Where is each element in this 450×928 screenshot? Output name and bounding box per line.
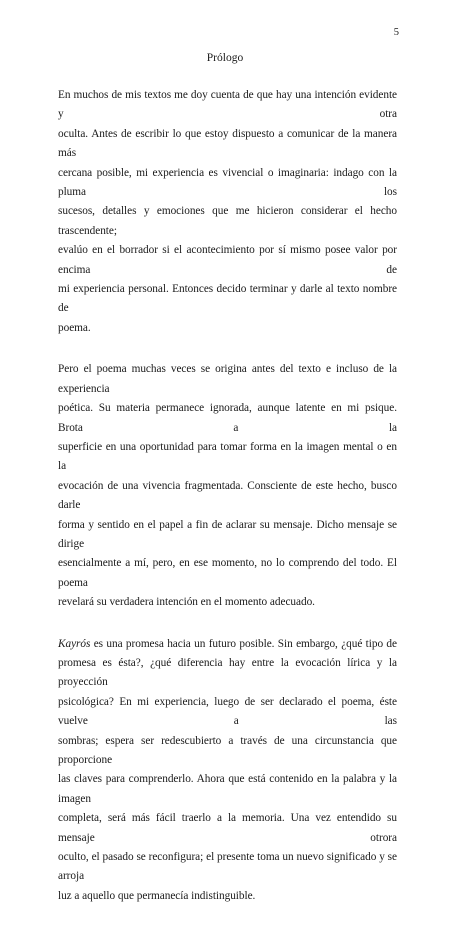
paragraph-1 [58, 86, 397, 338]
paragraph-line: cercana posible, mi experiencia es vivencial o imaginaria: indago con la pluma los [58, 166, 397, 199]
paragraph-line: oculto, el pasado se reconfigura; el presente toma un nuevo significado y se arroja [58, 851, 397, 883]
paragraph-line: esencialmente a mí, pero, en ese momento, no lo comprendo del todo. El poema [58, 557, 397, 589]
paragraph-line: revelará su verdadera intención en el momento adecuado. [58, 596, 315, 609]
paragraph-line: evalúo en el borrador si el acontecimiento por sí mismo posee valor por encima de [58, 244, 397, 276]
paragraph-line: psicológica? En mi experiencia, luego de ser declarado el poema, éste vuelve a las [58, 695, 397, 728]
paragraph-line: superficie en una oportunidad para tomar forma en la imagen mental o en la [58, 440, 397, 473]
paragraph-line: forma y sentido en el papel a fin de aclarar su mensaje. Dicho mensaje se dirige [58, 518, 397, 550]
body-text [58, 86, 397, 928]
paragraph-line: poética. Su materia permanece ignorada, aunque latente en mi psique. Brota a la [58, 402, 397, 434]
paragraph-line: las claves para comprenderlo. Ahora que está contenido en la palabra y la imagen [58, 773, 397, 805]
paragraph-line: mi experiencia personal. Entonces decido terminar y darle al texto nombre de [58, 283, 397, 315]
paragraph-line: evocación de una vivencia fragmentada. Consciente de este hecho, busco darle [58, 479, 397, 512]
paragraph-line: En muchos de mis textos me doy cuenta de que hay una intención evidente y otra [58, 89, 397, 121]
paragraph-line: poema. [58, 321, 91, 334]
paragraph-2 [58, 360, 397, 612]
paragraph-line-first [58, 635, 397, 654]
italic-title-word: Kayrós [58, 637, 91, 650]
paragraph-line: oculta. Antes de escribir lo que estoy dispuesto a comunicar de la manera más [58, 127, 397, 160]
paragraph-line: promesa es ésta?, ¿qué diferencia hay entre la evocación lírica y la proyección [58, 656, 397, 689]
page-title: Prólogo [206, 52, 244, 64]
page-number: 5 [393, 27, 399, 38]
paragraph-line: sombras; espera ser redescubierto a través de una circunstancia que proporcione [58, 734, 397, 766]
paragraph-line: sucesos, detalles y emociones que me hicieron considerar el hecho trascendente; [58, 205, 397, 237]
paragraph-line: Pero el poema muchas veces se origina antes del texto e incluso de la experiencia [58, 363, 397, 395]
paragraph-3 [58, 635, 397, 907]
paragraph-line: completa, será más fácil traerlo a la memoria. Una vez entendido su mensaje otrora [58, 812, 397, 844]
paragraph-line-rest: es una promesa hacia un futuro posible. Sin embargo, ¿qué tipo de [90, 637, 397, 650]
paragraph-line: luz a aquello que permanecía indistinguible. [58, 889, 256, 902]
